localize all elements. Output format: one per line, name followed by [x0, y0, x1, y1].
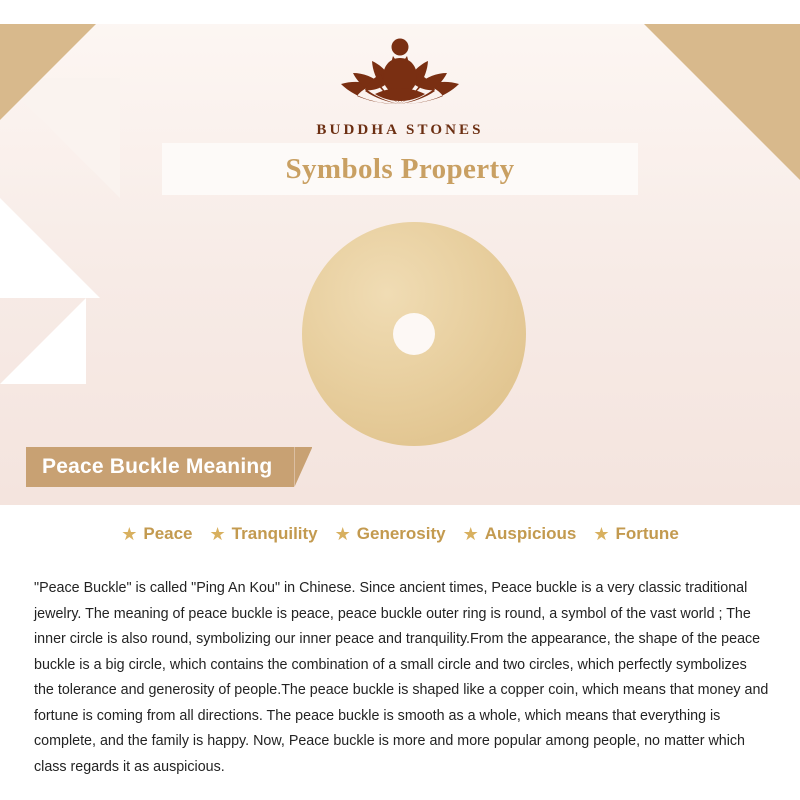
keyword-item-peace: [121, 524, 192, 544]
keyword-label: Auspicious: [484, 524, 577, 543]
brand-logo-block: [0, 26, 800, 139]
keyword-label: Generosity: [356, 524, 446, 543]
description-paragraph: "Peace Buckle" is called "Ping An Kou" in Chinese. Since ancient times, Peace buckle is a very classic traditional jewelry. The meaning of peace buckle is peace, peace buckle outer ring is round, a symbol of the vast world ; The inner circle is also round, symbolizing our inner peace and tranquility.From the appearance, the shape of the peace buckle is a big circle, which contains the combination of a small circle and two circles, which perfectly symbolizes the tolerance and generosity of people.The peace buckle is shaped like a copper coin, which means that money and fortune is coming from all directions. The peace buckle is smooth as a whole, which means that everything is complete, and the family is happy. Now, Peace buckle is more and more popular among people, no matter which class regards it as auspicious.: [34, 580, 769, 775]
star-icon: ★: [334, 524, 351, 544]
page-title: Symbols Property: [285, 152, 515, 185]
page-title-banner: [162, 143, 638, 195]
keyword-item-auspicious: [463, 524, 577, 544]
peace-buckle-disc: [302, 222, 526, 446]
keyword-item-generosity: [335, 524, 446, 544]
keyword-list: [0, 524, 800, 544]
star-icon: ★: [121, 524, 138, 544]
section-ribbon-label: Peace Buckle Meaning: [42, 455, 273, 478]
keyword-label: Peace: [143, 524, 193, 543]
brand-name: BUDDHA STONES: [316, 122, 484, 138]
top-white-strip: [0, 0, 800, 24]
star-icon: ★: [462, 524, 479, 544]
keyword-item-fortune: [593, 524, 678, 544]
keyword-label: Fortune: [615, 524, 679, 543]
keyword-item-tranquility: [210, 524, 318, 544]
section-ribbon: [26, 447, 294, 487]
star-icon: ★: [209, 524, 226, 544]
keyword-label: Tranquility: [231, 524, 318, 543]
lotus-meditation-figure-icon: [305, 26, 495, 118]
star-icon: ★: [593, 524, 610, 544]
disc-inner-hole: [393, 313, 435, 355]
